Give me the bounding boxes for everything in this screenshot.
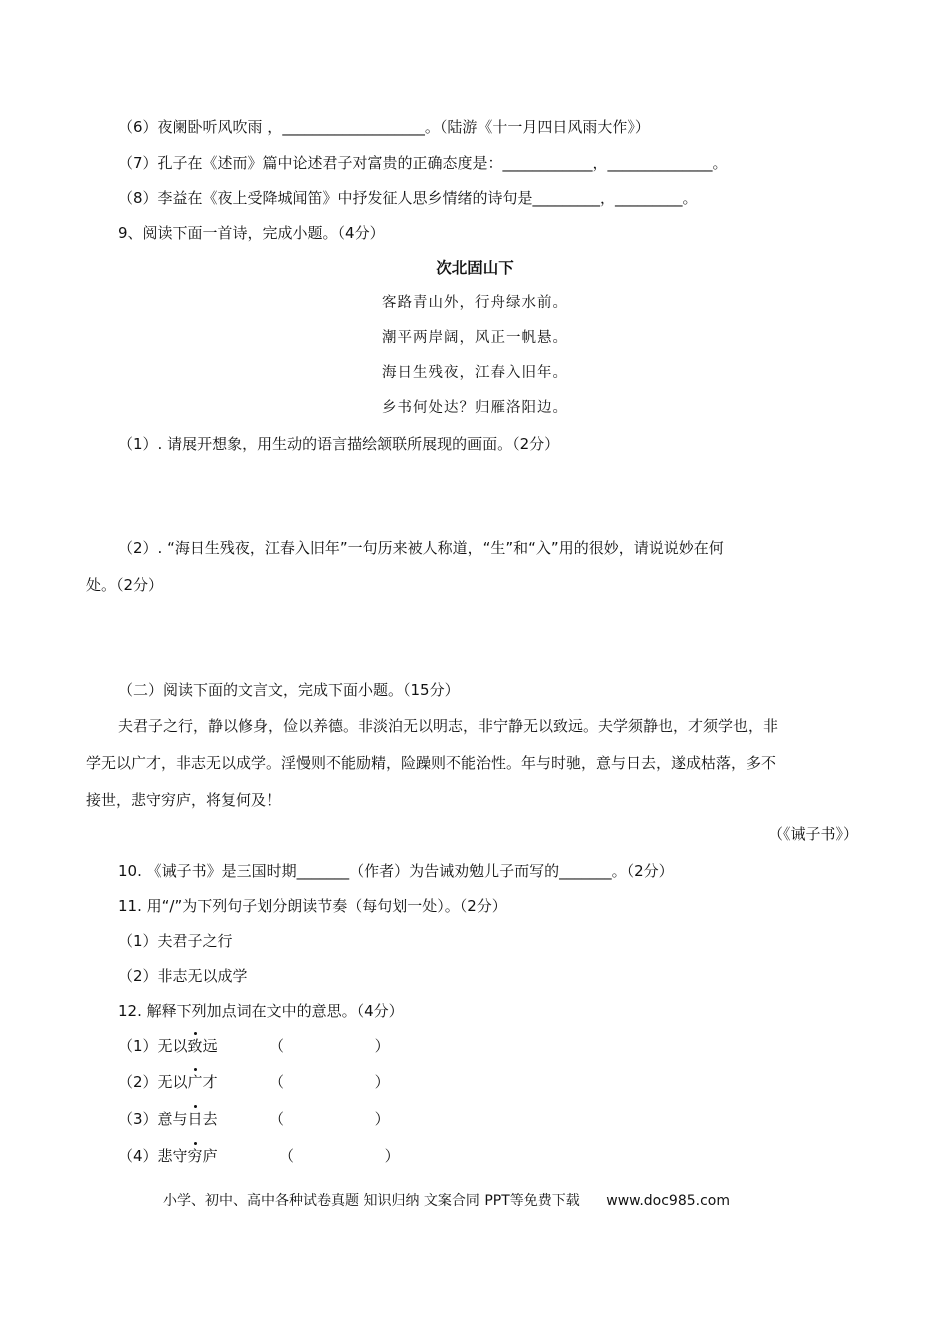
item-suffix: 庐 bbox=[202, 1147, 218, 1165]
dictation-q6: （6）夜阑卧听风吹雨 ，___________________。（陆游《十一月四日风雨大作》） bbox=[118, 118, 650, 136]
answer-blank: （ ） bbox=[279, 1147, 400, 1165]
question-12: 12. 解释下列加点词在文中的意思。（4分） bbox=[118, 1002, 404, 1020]
dotted-word: 日 bbox=[187, 1110, 203, 1128]
answer-blank: （ ） bbox=[269, 1110, 390, 1128]
poem-line: 潮平两岸阔，风正一帆悬。 bbox=[382, 330, 568, 346]
question-12-item bbox=[118, 1108, 218, 1130]
item-prefix: （4）悲守 bbox=[118, 1147, 188, 1165]
passage-source: （《诫子书》） bbox=[767, 825, 858, 843]
passage-line: 学无以广才，非志无以成学。淫慢则不能励精，险躁则不能治性。年与时驰，意与日去，遂成枯落，多不 bbox=[86, 754, 777, 772]
footer-text: 小学、初中、高中各种试卷真题 知识归纳 文案合同 PPT等免费下载 bbox=[163, 1193, 580, 1209]
dotted-word: 广 bbox=[187, 1073, 203, 1091]
footer bbox=[163, 1190, 730, 1212]
dotted-word: 致 bbox=[187, 1037, 203, 1055]
item-prefix: （1）无以 bbox=[118, 1037, 188, 1055]
question-12-item bbox=[118, 1145, 218, 1167]
question-11-item-1: （1）夫君子之行 bbox=[118, 932, 233, 950]
answer-blank: （ ） bbox=[269, 1073, 390, 1091]
poem-question-1: （1）. 请展开想象，用生动的语言描绘颔联所展现的画面。（2分） bbox=[118, 435, 560, 453]
item-prefix: （3）意与 bbox=[118, 1110, 188, 1128]
poem-line: 乡书何处达？归雁洛阳边。 bbox=[382, 400, 568, 416]
poem-question-2-line2: 处。（2分） bbox=[86, 576, 164, 594]
poem-heading: 9、阅读下面一首诗，完成小题。（4分） bbox=[118, 224, 385, 242]
poem-line: 海日生残夜，江春入旧年。 bbox=[382, 365, 568, 381]
item-suffix: 才 bbox=[202, 1073, 218, 1091]
item-suffix: 去 bbox=[202, 1110, 218, 1128]
question-12-item bbox=[118, 1071, 218, 1093]
question-11-item-2: （2）非志无以成学 bbox=[118, 967, 248, 985]
question-12-item bbox=[118, 1035, 218, 1057]
poem-question-2-line1: （2）. “海日生残夜，江春入旧年”一句历来被人称道，“生”和“入”用的很妙，请说说妙在何 bbox=[118, 539, 724, 557]
passage-line: 接世，悲守穷庐，将复何及！ bbox=[86, 791, 282, 809]
item-prefix: （2）无以 bbox=[118, 1073, 188, 1091]
answer-blank: （ ） bbox=[269, 1037, 390, 1055]
poem-line: 客路青山外，行舟绿水前。 bbox=[382, 295, 568, 311]
passage-line: 夫君子之行，静以修身，俭以养德。非淡泊无以明志，非宁静无以致远。夫学须静也，才须学也，非 bbox=[118, 717, 779, 735]
classical-heading: （二）阅读下面的文言文，完成下面小题。（15分） bbox=[118, 681, 460, 699]
question-10: 10. 《诫子书》是三国时期_______（作者）为告诫劝勉儿子而写的_______。（2分） bbox=[118, 862, 674, 880]
item-suffix: 远 bbox=[202, 1037, 218, 1055]
poem-title: 次北固山下 bbox=[436, 259, 514, 277]
footer-url[interactable]: www.doc985.com bbox=[606, 1193, 730, 1209]
dictation-q7: （7）孔子在《述而》篇中论述君子对富贵的正确态度是：____________，______________。 bbox=[118, 154, 728, 172]
dotted-word: 穷 bbox=[187, 1147, 203, 1165]
question-11: 11. 用“/”为下列句子划分朗读节奏（每句划一处）。（2分） bbox=[118, 897, 507, 915]
dictation-q8: （8）李益在《夜上受降城闻笛》中抒发征人思乡情绪的诗句是_________，_________。 bbox=[118, 189, 698, 207]
